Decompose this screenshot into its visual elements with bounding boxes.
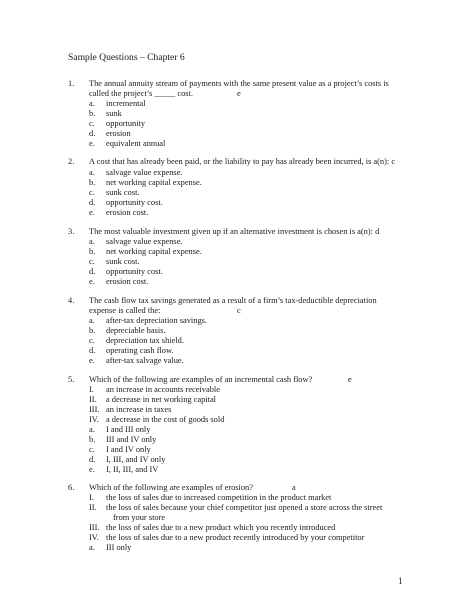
question-number: 6. xyxy=(68,483,75,492)
question-number: 3. xyxy=(68,227,75,236)
question-text-line: The annual annuity stream of payments with the same present value as a project’s costs is xyxy=(89,79,389,88)
page-number: 1 xyxy=(398,576,403,586)
question-number: 2. xyxy=(68,157,75,166)
question-number: 5. xyxy=(68,375,75,384)
question-text-line: A cost that has already been paid, or the liability to pay has already been incurred, is a(n): c xyxy=(89,157,396,166)
answer-key: e xyxy=(348,375,352,384)
question-text-line: The most valuable investment given up if an alternative investment is chosen is a(n): d xyxy=(89,227,380,236)
question-text-line: Which of the following are examples of an incremental cash flow? xyxy=(89,375,313,384)
question-number: 1. xyxy=(68,79,75,88)
question-text-line: called the project’s _____ cost. xyxy=(89,89,193,98)
question-number: 4. xyxy=(68,296,75,305)
question-text-line: Which of the following are examples of erosion? xyxy=(89,483,253,492)
answer-key: a xyxy=(292,483,296,492)
answer-key: c xyxy=(237,306,241,315)
answer-key: e xyxy=(237,89,241,98)
question-text-line: The cash flow tax savings generated as a result of a firm’s tax-deductible depreciation xyxy=(89,296,377,305)
question-text-line: expense is called the: xyxy=(89,306,161,315)
page-title: Sample Questions – Chapter 6 xyxy=(68,52,185,63)
